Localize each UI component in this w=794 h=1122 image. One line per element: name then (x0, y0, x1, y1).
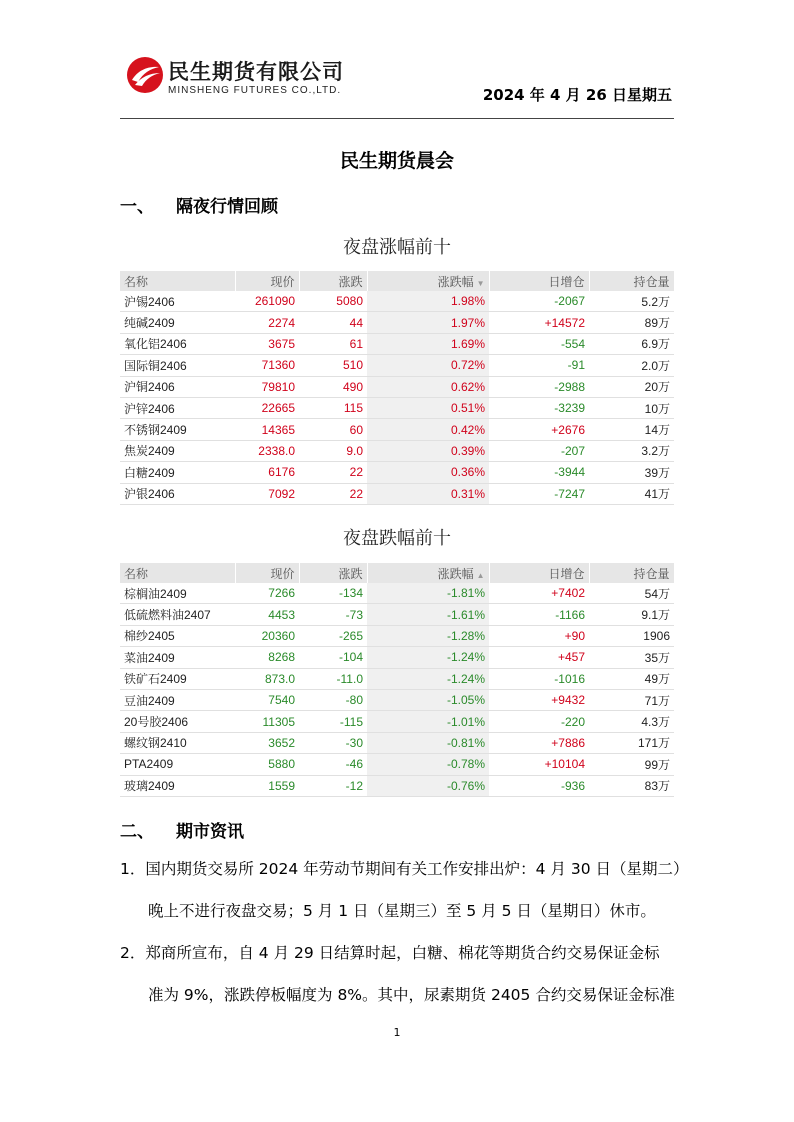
cell-open-interest: 5.2万 (589, 291, 674, 312)
table-row[interactable] (120, 583, 674, 604)
section-2-heading (120, 817, 244, 842)
column-header-change[interactable]: 涨跌 (299, 271, 367, 291)
cell-open-interest: 39万 (589, 462, 674, 483)
cell-open-interest: 89万 (589, 312, 674, 333)
cell-change: 22 (299, 462, 367, 483)
cell-open-interest: 2.0万 (589, 355, 674, 376)
cell-pct: 1.98% (367, 291, 489, 312)
cell-price: 8268 (235, 647, 299, 668)
cell-oi-change: -1166 (489, 604, 589, 625)
column-header-pct-label: 涨跌幅 (437, 566, 474, 581)
table-row[interactable] (120, 397, 674, 418)
table-row[interactable] (120, 668, 674, 689)
cell-oi-change: -554 (489, 333, 589, 354)
cell-change: 44 (299, 312, 367, 333)
table-row[interactable] (120, 604, 674, 625)
cell-pct: -1.81% (367, 583, 489, 604)
cell-name: 白糖2409 (120, 462, 235, 483)
news-item-2-line-1: 2．郑商所宣布，自 4 月 29 日结算时起，白糖、棉花等期货合约交易保证金标 (120, 944, 660, 962)
cell-change: -30 (299, 732, 367, 753)
cell-pct: -1.24% (367, 647, 489, 668)
table-header-row (120, 271, 674, 291)
section-1-number: 一、 (120, 197, 154, 217)
cell-change: -80 (299, 689, 367, 710)
column-header-price[interactable]: 现价 (235, 271, 299, 291)
cell-change: 61 (299, 333, 367, 354)
table-row[interactable] (120, 647, 674, 668)
cell-price: 5880 (235, 754, 299, 775)
news-item-1-line-1: 1．国内期货交易所 2024 年劳动节期间有关工作安排出炉：4 月 30 日（星期二） (120, 860, 689, 878)
cell-pct: 0.42% (367, 419, 489, 440)
cell-name: 豆油2409 (120, 689, 235, 710)
cell-pct: -1.28% (367, 625, 489, 646)
company-name-en: MINSHENG FUTURES CO.,LTD. (168, 85, 342, 96)
column-header-change[interactable]: 涨跌 (299, 563, 367, 583)
cell-open-interest: 9.1万 (589, 604, 674, 625)
cell-price: 2274 (235, 312, 299, 333)
cell-name: 菜油2409 (120, 647, 235, 668)
cell-open-interest: 10万 (589, 397, 674, 418)
news-item-2-line-2: 准为 9%，涨跌停板幅度为 8%。其中，尿素期货 2405 合约交易保证金标准 (148, 986, 675, 1004)
table-row[interactable] (120, 355, 674, 376)
cell-oi-change: -1016 (489, 668, 589, 689)
cell-change: 22 (299, 483, 367, 504)
cell-open-interest: 14万 (589, 419, 674, 440)
column-header-price[interactable]: 现价 (235, 563, 299, 583)
cell-pct: -1.01% (367, 711, 489, 732)
table-row[interactable] (120, 462, 674, 483)
cell-name: 不锈钢2409 (120, 419, 235, 440)
section-2-number: 二、 (120, 822, 154, 842)
cell-oi-change: -7247 (489, 483, 589, 504)
table-row[interactable] (120, 419, 674, 440)
cell-name: 玻璃2409 (120, 775, 235, 796)
cell-change: 510 (299, 355, 367, 376)
cell-open-interest: 1906 (589, 625, 674, 646)
section-2-title: 期市资讯 (176, 822, 244, 842)
cell-name: 棉纱2405 (120, 625, 235, 646)
table-row[interactable] (120, 376, 674, 397)
losers-table (120, 563, 675, 797)
cell-open-interest: 3.2万 (589, 440, 674, 461)
cell-oi-change: -207 (489, 440, 589, 461)
column-header-pct-label: 涨跌幅 (437, 274, 474, 289)
cell-pct: 0.36% (367, 462, 489, 483)
sort-desc-icon: ▼ (476, 278, 485, 288)
cell-price: 3675 (235, 333, 299, 354)
cell-price: 79810 (235, 376, 299, 397)
cell-price: 7092 (235, 483, 299, 504)
column-header-pct[interactable] (367, 271, 489, 291)
cell-price: 6176 (235, 462, 299, 483)
cell-oi-change: -2067 (489, 291, 589, 312)
cell-price: 7540 (235, 689, 299, 710)
cell-price: 22665 (235, 397, 299, 418)
cell-name: 铁矿石2409 (120, 668, 235, 689)
cell-price: 1559 (235, 775, 299, 796)
cell-name: 沪锌2406 (120, 397, 235, 418)
column-header-oi-change[interactable]: 日增仓 (489, 271, 589, 291)
column-header-open-interest[interactable]: 持仓量 (589, 271, 674, 291)
column-header-open-interest[interactable]: 持仓量 (589, 563, 674, 583)
cell-open-interest: 35万 (589, 647, 674, 668)
losers-table-title: 夜盘跌幅前十 (343, 528, 451, 549)
cell-open-interest: 4.3万 (589, 711, 674, 732)
cell-open-interest: 20万 (589, 376, 674, 397)
minsheng-logo-icon (126, 56, 164, 94)
cell-change: -104 (299, 647, 367, 668)
news-item-1-line-2: 晚上不进行夜盘交易；5 月 1 日（星期三）至 5 月 5 日（星期日）休市。 (148, 902, 656, 920)
cell-change: 490 (299, 376, 367, 397)
cell-name: PTA2409 (120, 754, 235, 775)
company-name-cn: 民生期货有限公司 (168, 60, 344, 84)
cell-pct: -1.05% (367, 689, 489, 710)
cell-open-interest: 71万 (589, 689, 674, 710)
section-1-title: 隔夜行情回顾 (176, 197, 278, 217)
column-header-pct[interactable] (367, 563, 489, 583)
cell-oi-change: -936 (489, 775, 589, 796)
cell-price: 261090 (235, 291, 299, 312)
cell-oi-change: +457 (489, 647, 589, 668)
cell-name: 棕榈油2409 (120, 583, 235, 604)
cell-price: 20360 (235, 625, 299, 646)
cell-open-interest: 171万 (589, 732, 674, 753)
cell-oi-change: -91 (489, 355, 589, 376)
cell-oi-change: +90 (489, 625, 589, 646)
cell-change: -265 (299, 625, 367, 646)
cell-open-interest: 83万 (589, 775, 674, 796)
cell-change: -12 (299, 775, 367, 796)
cell-pct: -0.81% (367, 732, 489, 753)
cell-pct: -0.76% (367, 775, 489, 796)
table-row[interactable] (120, 291, 674, 312)
cell-pct: 0.62% (367, 376, 489, 397)
table-row[interactable] (120, 754, 674, 775)
cell-oi-change: +9432 (489, 689, 589, 710)
cell-pct: 1.69% (367, 333, 489, 354)
cell-open-interest: 49万 (589, 668, 674, 689)
cell-open-interest: 41万 (589, 483, 674, 504)
cell-pct: 0.72% (367, 355, 489, 376)
column-header-oi-change[interactable]: 日增仓 (489, 563, 589, 583)
cell-open-interest: 6.9万 (589, 333, 674, 354)
table-row[interactable] (120, 440, 674, 461)
cell-name: 20号胶2406 (120, 711, 235, 732)
cell-oi-change: +7886 (489, 732, 589, 753)
table-row[interactable] (120, 711, 674, 732)
cell-change: -73 (299, 604, 367, 625)
table-row[interactable] (120, 483, 674, 504)
page-number: 1 (393, 1026, 401, 1039)
cell-pct: 0.31% (367, 483, 489, 504)
cell-price: 11305 (235, 711, 299, 732)
cell-open-interest: 99万 (589, 754, 674, 775)
sort-asc-icon: ▲ (476, 570, 485, 580)
cell-name: 沪锡2406 (120, 291, 235, 312)
cell-oi-change: +10104 (489, 754, 589, 775)
cell-pct: -1.24% (367, 668, 489, 689)
cell-price: 873.0 (235, 668, 299, 689)
table-row[interactable] (120, 312, 674, 333)
cell-name: 沪银2406 (120, 483, 235, 504)
cell-oi-change: -2988 (489, 376, 589, 397)
cell-change: -134 (299, 583, 367, 604)
cell-pct: 0.39% (367, 440, 489, 461)
cell-name: 氧化铝2406 (120, 333, 235, 354)
cell-oi-change: +14572 (489, 312, 589, 333)
header-divider (120, 118, 674, 119)
cell-price: 14365 (235, 419, 299, 440)
table-row[interactable] (120, 775, 674, 796)
cell-change: 9.0 (299, 440, 367, 461)
cell-name: 螺纹钢2410 (120, 732, 235, 753)
cell-pct: 1.97% (367, 312, 489, 333)
table-row[interactable] (120, 333, 674, 354)
section-1-heading (120, 192, 278, 217)
cell-name: 低硫燃料油2407 (120, 604, 235, 625)
cell-name: 焦炭2409 (120, 440, 235, 461)
cell-price: 4453 (235, 604, 299, 625)
cell-name: 沪铜2406 (120, 376, 235, 397)
cell-change: -115 (299, 711, 367, 732)
cell-price: 2338.0 (235, 440, 299, 461)
cell-change: 60 (299, 419, 367, 440)
cell-change: -11.0 (299, 668, 367, 689)
report-date: 2024 年 4 月 26 日星期五 (482, 86, 672, 104)
gainers-table (120, 271, 675, 505)
table-row[interactable] (120, 689, 674, 710)
cell-oi-change: +2676 (489, 419, 589, 440)
cell-pct: 0.51% (367, 397, 489, 418)
cell-oi-change: -220 (489, 711, 589, 732)
column-header-name[interactable]: 名称 (120, 563, 235, 583)
table-header-row (120, 563, 674, 583)
company-logo (126, 56, 366, 102)
column-header-name[interactable]: 名称 (120, 271, 235, 291)
cell-price: 71360 (235, 355, 299, 376)
cell-open-interest: 54万 (589, 583, 674, 604)
cell-change: 5080 (299, 291, 367, 312)
cell-price: 7266 (235, 583, 299, 604)
cell-oi-change: +7402 (489, 583, 589, 604)
cell-price: 3652 (235, 732, 299, 753)
table-row[interactable] (120, 732, 674, 753)
cell-pct: -1.61% (367, 604, 489, 625)
cell-name: 纯碱2409 (120, 312, 235, 333)
cell-name: 国际铜2406 (120, 355, 235, 376)
table-row[interactable] (120, 625, 674, 646)
cell-pct: -0.78% (367, 754, 489, 775)
cell-oi-change: -3944 (489, 462, 589, 483)
gainers-table-title: 夜盘涨幅前十 (343, 237, 451, 258)
cell-change: 115 (299, 397, 367, 418)
cell-oi-change: -3239 (489, 397, 589, 418)
cell-change: -46 (299, 754, 367, 775)
document-title: 民生期货晨会 (339, 150, 454, 172)
